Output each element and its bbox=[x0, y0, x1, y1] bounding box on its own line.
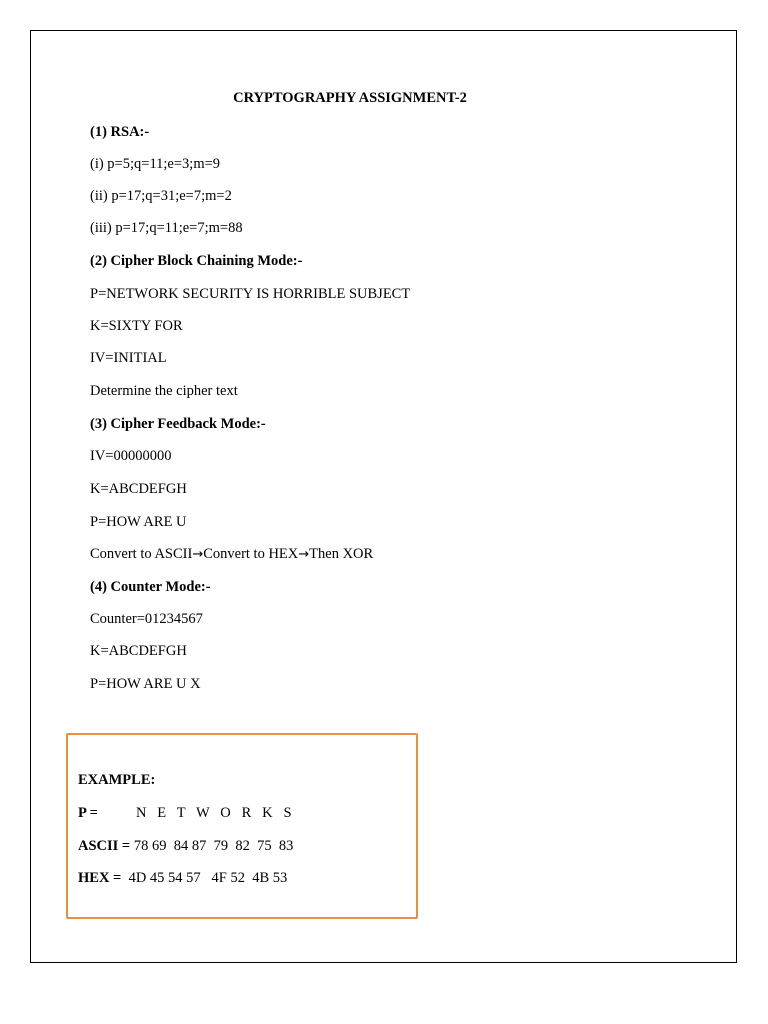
example-hex-label: HEX = bbox=[78, 870, 122, 886]
cbc-heading: (2) Cipher Block Chaining Mode:- bbox=[90, 253, 303, 269]
example-hex-value: 4D 45 54 57 4F 52 4B 53 bbox=[128, 870, 288, 886]
cbc-iv: IV=INITIAL bbox=[90, 350, 167, 366]
example-ascii-row bbox=[78, 838, 293, 855]
cbc-task: Determine the cipher text bbox=[90, 383, 238, 399]
arrow-right-icon: → bbox=[298, 547, 310, 562]
cfb-step-2: Convert to HEX bbox=[203, 546, 299, 562]
example-ascii-label: ASCII = bbox=[78, 838, 131, 854]
document-title: CRYPTOGRAPHY ASSIGNMENT-2 bbox=[233, 90, 467, 106]
cfb-iv: IV=00000000 bbox=[90, 448, 172, 464]
cfb-step-3: Then XOR bbox=[309, 546, 374, 562]
ctr-counter: Counter=01234567 bbox=[90, 611, 203, 627]
example-hex-row bbox=[78, 870, 287, 887]
cfb-plaintext: P=HOW ARE U bbox=[90, 514, 187, 530]
example-box bbox=[66, 733, 418, 919]
cfb-key: K=ABCDEFGH bbox=[90, 481, 187, 497]
cfb-steps bbox=[90, 546, 373, 563]
rsa-item-3: (iii) p=17;q=11;e=7;m=88 bbox=[90, 220, 243, 236]
example-p-label: P = bbox=[78, 805, 98, 821]
example-heading: EXAMPLE: bbox=[78, 772, 156, 788]
cbc-key: K=SIXTY FOR bbox=[90, 318, 183, 334]
example-p-row bbox=[78, 805, 292, 822]
arrow-right-icon: → bbox=[192, 547, 204, 562]
ctr-plaintext: P=HOW ARE U X bbox=[90, 676, 201, 692]
ctr-key: K=ABCDEFGH bbox=[90, 643, 187, 659]
example-p-value: N E T W O R K S bbox=[135, 805, 292, 821]
example-ascii-value: 78 69 84 87 79 82 75 83 bbox=[133, 838, 294, 854]
rsa-item-1: (i) p=5;q=11;e=3;m=9 bbox=[90, 156, 221, 172]
ctr-heading: (4) Counter Mode:- bbox=[90, 579, 211, 595]
cbc-plaintext: P=NETWORK SECURITY IS HORRIBLE SUBJECT bbox=[90, 286, 411, 302]
rsa-item-2: (ii) p=17;q=31;e=7;m=2 bbox=[90, 188, 232, 204]
rsa-heading: (1) RSA:- bbox=[90, 124, 150, 140]
cfb-heading: (3) Cipher Feedback Mode:- bbox=[90, 416, 266, 432]
cfb-step-1: Convert to ASCII bbox=[90, 546, 193, 562]
